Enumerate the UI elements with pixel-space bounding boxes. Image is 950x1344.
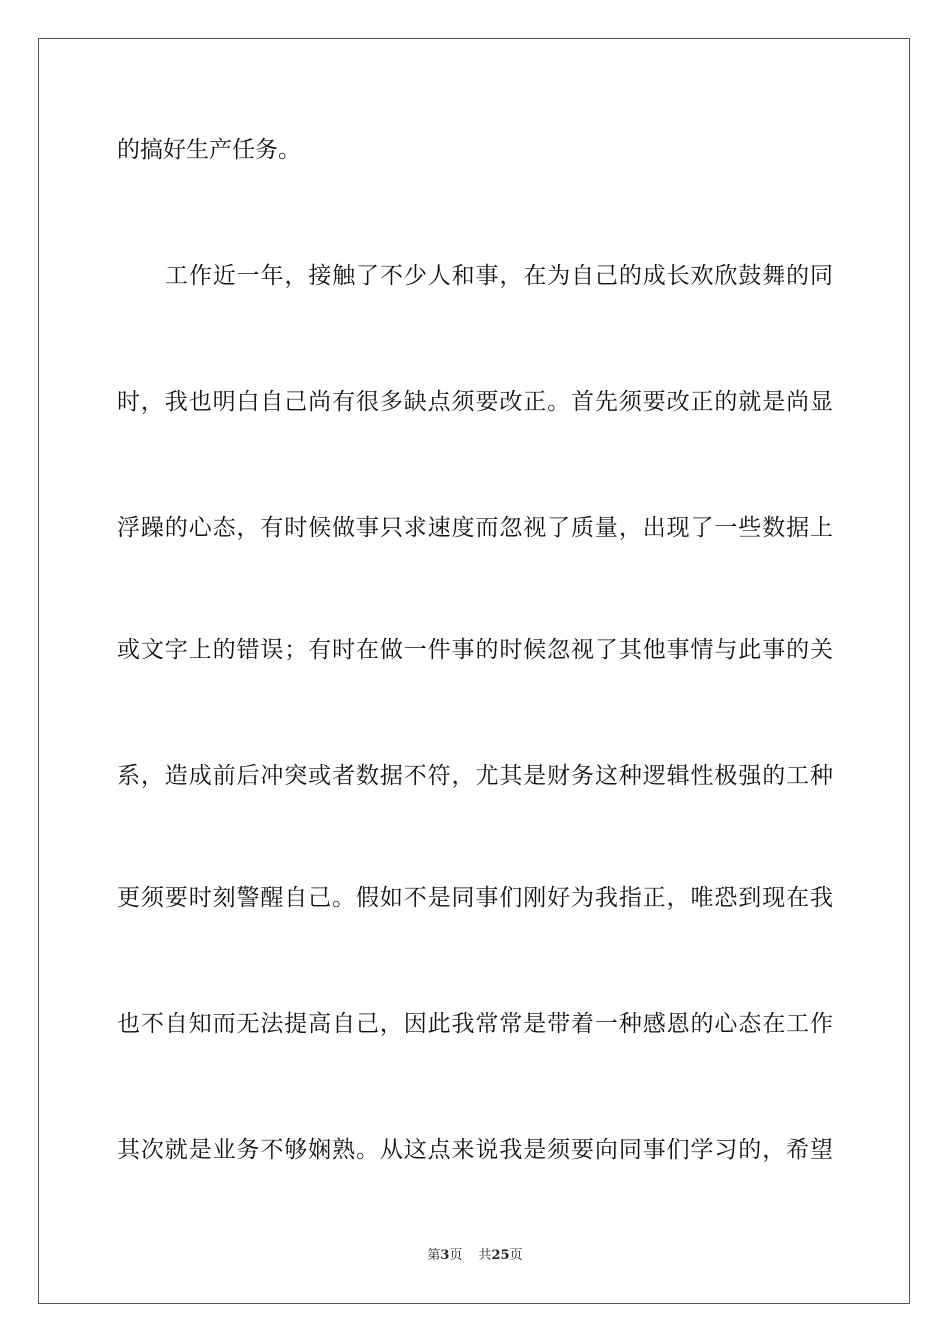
total-pages-prefix: 共 — [478, 1248, 492, 1263]
text-line-7: 更须要时刻警醒自己。假如不是同事们刚好为我指正，唯恐到现在我 — [117, 885, 833, 911]
page-footer — [0, 1247, 950, 1265]
page-number-prefix: 第 — [427, 1248, 441, 1263]
text-line-3: 时，我也明白自己尚有很多缺点须要改正。首先须要改正的就是尚显 — [117, 389, 833, 415]
text-line-1: 的搞好生产任务。 — [117, 137, 301, 163]
text-line-5: 或文字上的错误；有时在做一件事的时候忽视了其他事情与此事的关 — [117, 637, 833, 663]
total-pages: 25 — [491, 1248, 510, 1263]
text-line-9: 其次就是业务不够娴熟。从这点来说我是须要向同事们学习的，希望 — [117, 1137, 833, 1163]
page-number: 3 — [440, 1248, 450, 1263]
page-number-suffix: 页 — [449, 1248, 463, 1263]
text-line-8: 也不自知而无法提高自己，因此我常常是带着一种感恩的心态在工作 — [117, 1011, 833, 1037]
text-line-4: 浮躁的心态，有时候做事只求速度而忽视了质量，出现了一些数据上 — [117, 515, 833, 541]
total-pages-suffix: 页 — [509, 1248, 523, 1263]
text-line-2: 工作近一年，接触了不少人和事，在为自己的成长欢欣鼓舞的同 — [165, 263, 833, 289]
text-line-6: 系，造成前后冲突或者数据不符，尤其是财务这种逻辑性极强的工种 — [117, 763, 833, 789]
page-border — [38, 38, 910, 1304]
